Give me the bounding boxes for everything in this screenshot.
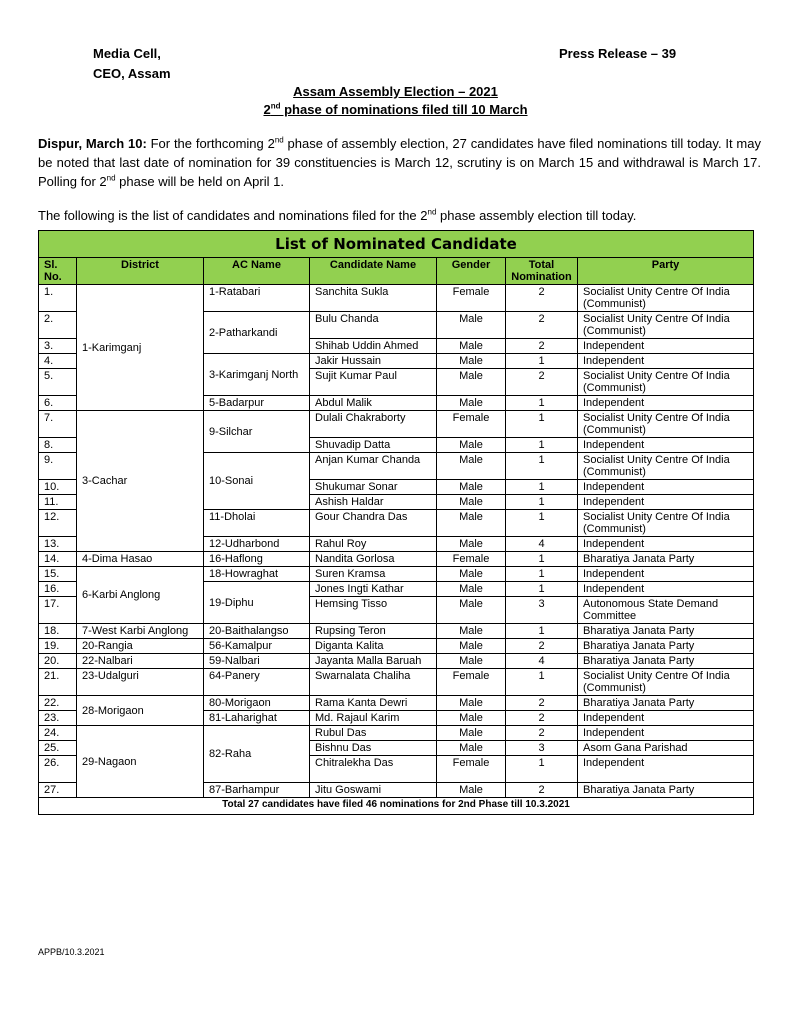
table-cell: Socialist Unity Centre Of India (Communist)	[578, 411, 754, 438]
text-run: phase will be held on April 1.	[115, 174, 284, 189]
district-cell: 20-Rangia	[77, 639, 204, 654]
district-cell: 22-Nalbari	[77, 654, 204, 669]
table-cell: 1	[506, 756, 578, 783]
table-cell: Male	[437, 453, 506, 480]
table-cell: 12.	[39, 510, 77, 537]
ac-cell: 16-Haflong	[204, 552, 310, 567]
table-cell: Male	[437, 726, 506, 741]
table-cell: 4.	[39, 354, 77, 369]
district-cell: 6-Karbi Anglong	[77, 567, 204, 624]
table-cell: 2	[506, 726, 578, 741]
total-summary: Total 27 candidates have filed 46 nominations for 2nd Phase till 10.3.2021	[39, 798, 754, 815]
table-cell: 2	[506, 369, 578, 396]
table-cell: Jayanta Malla Baruah	[310, 654, 437, 669]
table-cell: Anjan Kumar Chanda	[310, 453, 437, 480]
table-cell: Independent	[578, 480, 754, 495]
table-cell: 1	[506, 354, 578, 369]
table-cell: 1	[506, 624, 578, 639]
district-cell: 3-Cachar	[77, 411, 204, 552]
text-run: nd	[106, 173, 116, 183]
table-cell: Rupsing Teron	[310, 624, 437, 639]
table-cell: Shihab Uddin Ahmed	[310, 339, 437, 354]
table-cell: Male	[437, 396, 506, 411]
table-cell: 3	[506, 597, 578, 624]
table-cell: Female	[437, 411, 506, 438]
table-cell: Md. Rajaul Karim	[310, 711, 437, 726]
table-cell: Rama Kanta Dewri	[310, 696, 437, 711]
table-cell: Male	[437, 354, 506, 369]
table-cell: 3	[506, 741, 578, 756]
ac-cell: 82-Raha	[204, 726, 310, 783]
table-cell: Chitralekha Das	[310, 756, 437, 783]
table-cell: 23.	[39, 711, 77, 726]
ac-cell: 1-Ratabari	[204, 285, 310, 312]
table-cell: Bharatiya Janata Party	[578, 624, 754, 639]
table-cell: 15.	[39, 567, 77, 582]
table-cell: Male	[437, 480, 506, 495]
ac-cell: 2-Patharkandi	[204, 312, 310, 354]
table-cell: 2	[506, 339, 578, 354]
table-title: List of Nominated Candidate	[39, 231, 754, 258]
district-cell: 7-West Karbi Anglong	[77, 624, 204, 639]
table-cell: Male	[437, 567, 506, 582]
header-cell: Candidate Name	[310, 258, 437, 285]
table-cell: 8.	[39, 438, 77, 453]
header-cell: Party	[578, 258, 754, 285]
header-cell: District	[77, 258, 204, 285]
table-cell: Jakir Hussain	[310, 354, 437, 369]
table-cell: Male	[437, 783, 506, 798]
table-cell: 19.	[39, 639, 77, 654]
table-cell: Shukumar Sonar	[310, 480, 437, 495]
table-row	[39, 552, 754, 567]
table-cell: 1.	[39, 285, 77, 312]
table-cell: Swarnalata Chaliha	[310, 669, 437, 696]
text-run: phase of assembly election, 27 candidates have filed nominations till today. It may be noted that last date of nomination for 39 constituencies is March 12, scrutiny is on March 15 and withdrawal is March 17. Polling for 2	[38, 136, 761, 189]
header-cell: Total Nomination	[506, 258, 578, 285]
table-cell: Male	[437, 339, 506, 354]
table-cell: 11.	[39, 495, 77, 510]
table-cell: 1	[506, 669, 578, 696]
table-cell: Male	[437, 741, 506, 756]
table-cell: 6.	[39, 396, 77, 411]
table-header-row	[39, 258, 754, 285]
text-run: nd	[270, 101, 281, 111]
text-run: phase assembly election till today.	[436, 208, 637, 223]
table-cell: 9.	[39, 453, 77, 480]
table-cell: 1	[506, 453, 578, 480]
table-cell: Independent	[578, 438, 754, 453]
nominated-candidates-table	[38, 230, 754, 815]
ac-cell: 11-Dholai	[204, 510, 310, 537]
ac-cell: 20-Baithalangso	[204, 624, 310, 639]
table-cell: 16.	[39, 582, 77, 597]
table-cell: Male	[437, 639, 506, 654]
ceo-label: CEO, Assam	[93, 66, 171, 81]
table-row	[39, 285, 754, 312]
table-cell: Socialist Unity Centre Of India (Communist)	[578, 669, 754, 696]
table-cell: Jitu Goswami	[310, 783, 437, 798]
table-cell: 1	[506, 567, 578, 582]
list-intro-paragraph	[38, 206, 761, 225]
media-cell-label: Media Cell,	[93, 46, 161, 61]
table-cell: 2	[506, 639, 578, 654]
ac-cell: 12-Udharbond	[204, 537, 310, 552]
table-cell: Female	[437, 552, 506, 567]
table-cell: Rubul Das	[310, 726, 437, 741]
header-cell: Sl. No.	[39, 258, 77, 285]
table-cell: 2.	[39, 312, 77, 339]
table-cell: Autonomous State Demand Committee	[578, 597, 754, 624]
table-cell: Male	[437, 624, 506, 639]
table-row	[39, 726, 754, 741]
table-cell: 2	[506, 783, 578, 798]
table-cell: Sanchita Sukla	[310, 285, 437, 312]
table-total-row	[39, 798, 754, 815]
table-cell: Shuvadip Datta	[310, 438, 437, 453]
table-cell: 2	[506, 312, 578, 339]
ac-cell: 10-Sonai	[204, 453, 310, 510]
table-cell: 1	[506, 480, 578, 495]
table-cell: Suren Kramsa	[310, 567, 437, 582]
ac-cell: 81-Laharighat	[204, 711, 310, 726]
table-cell: 13.	[39, 537, 77, 552]
table-cell: 2	[506, 696, 578, 711]
district-cell: 23-Udalguri	[77, 669, 204, 696]
table-cell: Hemsing Tisso	[310, 597, 437, 624]
text-run: Dispur, March 10:	[38, 136, 147, 151]
table-cell: 27.	[39, 783, 77, 798]
table-cell: Asom Gana Parishad	[578, 741, 754, 756]
table-cell: Bharatiya Janata Party	[578, 552, 754, 567]
document-title: Assam Assembly Election – 2021	[293, 84, 498, 99]
table-cell: 14.	[39, 552, 77, 567]
table-cell: 2	[506, 285, 578, 312]
table-cell: Male	[437, 537, 506, 552]
table-cell: Socialist Unity Centre Of India (Communist)	[578, 312, 754, 339]
table-cell: Male	[437, 312, 506, 339]
district-cell: 4-Dima Hasao	[77, 552, 204, 567]
table-cell: 26.	[39, 756, 77, 783]
table-cell: 2	[506, 711, 578, 726]
table-cell: Diganta Kalita	[310, 639, 437, 654]
table-cell: 1	[506, 510, 578, 537]
text-run: For the forthcoming 2	[146, 136, 275, 151]
ac-cell: 64-Panery	[204, 669, 310, 696]
table-cell: Female	[437, 669, 506, 696]
table-cell: Independent	[578, 339, 754, 354]
table-cell: Independent	[578, 396, 754, 411]
table-cell: 5.	[39, 369, 77, 396]
district-cell: 28-Morigaon	[77, 696, 204, 726]
ac-cell: 9-Silchar	[204, 411, 310, 453]
table-cell: Socialist Unity Centre Of India (Communist)	[578, 453, 754, 480]
table-cell: Abdul Malik	[310, 396, 437, 411]
table-cell: Socialist Unity Centre Of India (Communist)	[578, 285, 754, 312]
table-cell: 10.	[39, 480, 77, 495]
text-run: phase of nominations filed till 10 March	[280, 102, 528, 117]
table-cell: 21.	[39, 669, 77, 696]
district-cell: 1-Karimganj	[77, 285, 204, 411]
table-row	[39, 411, 754, 438]
text-run: nd	[427, 207, 437, 217]
table-cell: 4	[506, 654, 578, 669]
table-cell: 20.	[39, 654, 77, 669]
ac-cell: 18-Howraghat	[204, 567, 310, 582]
district-cell: 29-Nagaon	[77, 726, 204, 798]
table-cell: Gour Chandra Das	[310, 510, 437, 537]
table-row	[39, 639, 754, 654]
ac-cell: 80-Morigaon	[204, 696, 310, 711]
table-cell: Female	[437, 756, 506, 783]
ac-cell: 19-Diphu	[204, 582, 310, 624]
table-cell: Male	[437, 369, 506, 396]
table-cell: 24.	[39, 726, 77, 741]
table-cell: 1	[506, 411, 578, 438]
table-cell: Bharatiya Janata Party	[578, 696, 754, 711]
text-run: nd	[274, 135, 284, 145]
table-cell: Bharatiya Janata Party	[578, 639, 754, 654]
table-cell: 7.	[39, 411, 77, 438]
table-cell: Bulu Chanda	[310, 312, 437, 339]
table-cell: Independent	[578, 756, 754, 783]
table-cell: 17.	[39, 597, 77, 624]
table-cell: 1	[506, 552, 578, 567]
table-cell: Nandita Gorlosa	[310, 552, 437, 567]
ac-cell: 59-Nalbari	[204, 654, 310, 669]
table-cell: Male	[437, 597, 506, 624]
table-cell: 18.	[39, 624, 77, 639]
table-cell: Independent	[578, 567, 754, 582]
table-row	[39, 669, 754, 696]
ac-cell: 56-Kamalpur	[204, 639, 310, 654]
table-row	[39, 654, 754, 669]
table-cell: Independent	[578, 495, 754, 510]
table-cell: 25.	[39, 741, 77, 756]
table-cell: Independent	[578, 582, 754, 597]
table-cell: Male	[437, 582, 506, 597]
table-cell: Independent	[578, 537, 754, 552]
table-cell: Male	[437, 495, 506, 510]
table-cell: 3.	[39, 339, 77, 354]
press-release-number: Press Release – 39	[559, 46, 677, 61]
table-cell: Independent	[578, 354, 754, 369]
table-cell: Independent	[578, 726, 754, 741]
text-run: 2	[263, 102, 271, 117]
table-cell: Rahul Roy	[310, 537, 437, 552]
table-cell: Male	[437, 711, 506, 726]
table-cell: 1	[506, 495, 578, 510]
table-cell: Socialist Unity Centre Of India (Communist)	[578, 369, 754, 396]
ac-cell: 3-Karimganj North	[204, 354, 310, 396]
table-cell: 4	[506, 537, 578, 552]
table-row	[39, 696, 754, 711]
table-cell: 1	[506, 582, 578, 597]
table-cell: 1	[506, 438, 578, 453]
text-run: The following is the list of candidates and nominations filed for the 2	[38, 208, 428, 223]
footer-reference: APPB/10.3.2021	[38, 947, 105, 957]
ac-cell: 5-Badarpur	[204, 396, 310, 411]
table-cell: 22.	[39, 696, 77, 711]
table-cell: Male	[437, 654, 506, 669]
table-cell: Bishnu Das	[310, 741, 437, 756]
header-cell: Gender	[437, 258, 506, 285]
table-row	[39, 624, 754, 639]
ac-cell: 87-Barhampur	[204, 783, 310, 798]
table-cell: Dulali Chakraborty	[310, 411, 437, 438]
table-cell: Ashish Haldar	[310, 495, 437, 510]
table-cell: Bharatiya Janata Party	[578, 783, 754, 798]
table-cell: Independent	[578, 711, 754, 726]
table-cell: 1	[506, 396, 578, 411]
table-cell: Jones Ingti Kathar	[310, 582, 437, 597]
table-cell: Socialist Unity Centre Of India (Communist)	[578, 510, 754, 537]
header-cell: AC Name	[204, 258, 310, 285]
table-cell: Male	[437, 696, 506, 711]
document-subtitle	[0, 102, 791, 117]
table-row	[39, 567, 754, 582]
table-cell: Sujit Kumar Paul	[310, 369, 437, 396]
table-cell: Bharatiya Janata Party	[578, 654, 754, 669]
table-cell: Male	[437, 510, 506, 537]
table-cell: Female	[437, 285, 506, 312]
intro-paragraph	[38, 134, 761, 191]
table-cell: Male	[437, 438, 506, 453]
